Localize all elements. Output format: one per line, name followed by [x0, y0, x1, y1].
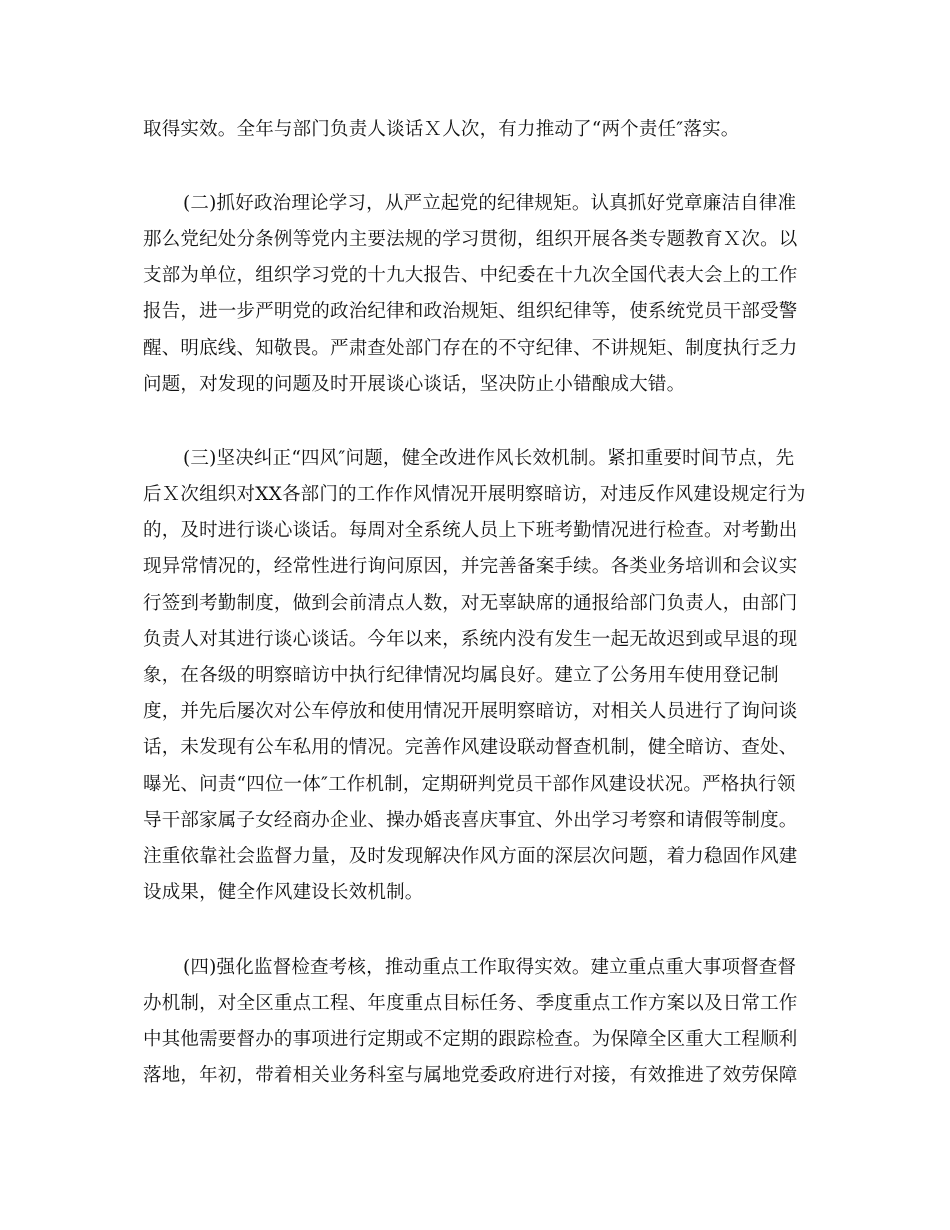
paragraph-2-line-5: 醒、明底线、知敬畏。严肃查处部门存在的不守纪律、不讲规矩、制度执行乏力 [143, 338, 798, 359]
paragraph-4-line-2: 办机制，对全区重点工程、年度重点目标任务、季度重点工作方案以及日常工作 [143, 993, 798, 1014]
paragraph-2-line-3: 支部为单位，组织学习党的十九大报告、中纪委在十九次全国代表大会上的工作 [143, 265, 798, 286]
paragraph-3-line-13: 设成果，健全作风建设长效机制。 [143, 882, 424, 903]
paragraph-3-line-8: 度，并先后屡次对公车停放和使用情况开展明察暗访，对相关人员进行了询问谈 [143, 701, 798, 722]
paragraph-4-line-4: 落地，年初，带着相关业务科室与属地党委政府进行对接，有效推进了效劳保障 [143, 1065, 798, 1086]
paragraph-3-line-10: 曝光、问责“四位一体″工作机制，定期研判党员干部作风建设状况。严格执行领 [143, 774, 796, 795]
paragraph-3-line-1: (三)坚决纠正“四风″问题，健全改进作风长效机制。紧扣重要时间节点，先 [183, 448, 795, 469]
paragraph-3-line-6: 负责人对其进行谈心谈话。今年以来，系统内没有发生一起无故迟到或早退的现 [143, 629, 798, 650]
paragraph-3-line-2: 后Ｘ次组织对XX各部门的工作作风情况开展明察暗访，对违反作风建设规定行为 [143, 484, 806, 505]
paragraph-2-line-1: (二)抓好政治理论学习，从严立起党的纪律规矩。认真抓好党章廉洁自律准 [183, 193, 797, 214]
paragraph-4-line-3: 中其他需要督办的事项进行定期或不定期的跟踪检查。为保障全区重大工程顺利 [143, 1029, 798, 1050]
paragraph-3-line-4: 现异常情况的，经常性进行询问原因，并完善备案手续。各类业务培训和会议实 [143, 556, 798, 577]
paragraph-3-line-9: 话，未发现有公车私用的情况。完善作风建设联动督查机制，健全暗访、查处、 [143, 737, 798, 758]
paragraph-3-line-7: 象，在各级的明察暗访中执行纪律情况均属良好。建立了公务用车使用登记制 [143, 665, 779, 686]
paragraph-3-line-3: 的，及时进行谈心谈话。每周对全系统人员上下班考勤情况进行检查。对考勤出 [143, 520, 798, 541]
paragraph-2-line-2: 那么党纪处分条例等党内主要法规的学习贯彻，组织开展各类专题教育Ｘ次。以 [143, 229, 798, 250]
paragraph-3-line-12: 注重依靠社会监督力量，及时发现解决作风方面的深层次问题，着力稳固作风建 [143, 846, 798, 867]
paragraph-2-line-6: 问题，对发现的问题及时开展谈心谈话，坚决防止小错酿成大错。 [143, 374, 686, 395]
paragraph-4-line-1: (四)强化监督检查考核，推动重点工作取得实效。建立重点重大事项督查督 [183, 957, 797, 978]
paragraph-3-line-5: 行签到考勤制度，做到会前清点人数，对无辜缺席的通报给部门负责人，由部门 [143, 593, 798, 614]
paragraph-3-line-11: 导干部家属子女经商办企业、操办婚丧喜庆事宜、外出学习考察和请假等制度。 [143, 810, 798, 831]
paragraph-2-line-4: 报告，进一步严明党的政治纪律和政治规矩、组织纪律等，使系统党员干部受警 [143, 301, 798, 322]
paragraph-1-line-1: 取得实效。全年与部门负责人谈话Ｘ人次，有力推动了“两个责任″落实。 [143, 119, 740, 140]
